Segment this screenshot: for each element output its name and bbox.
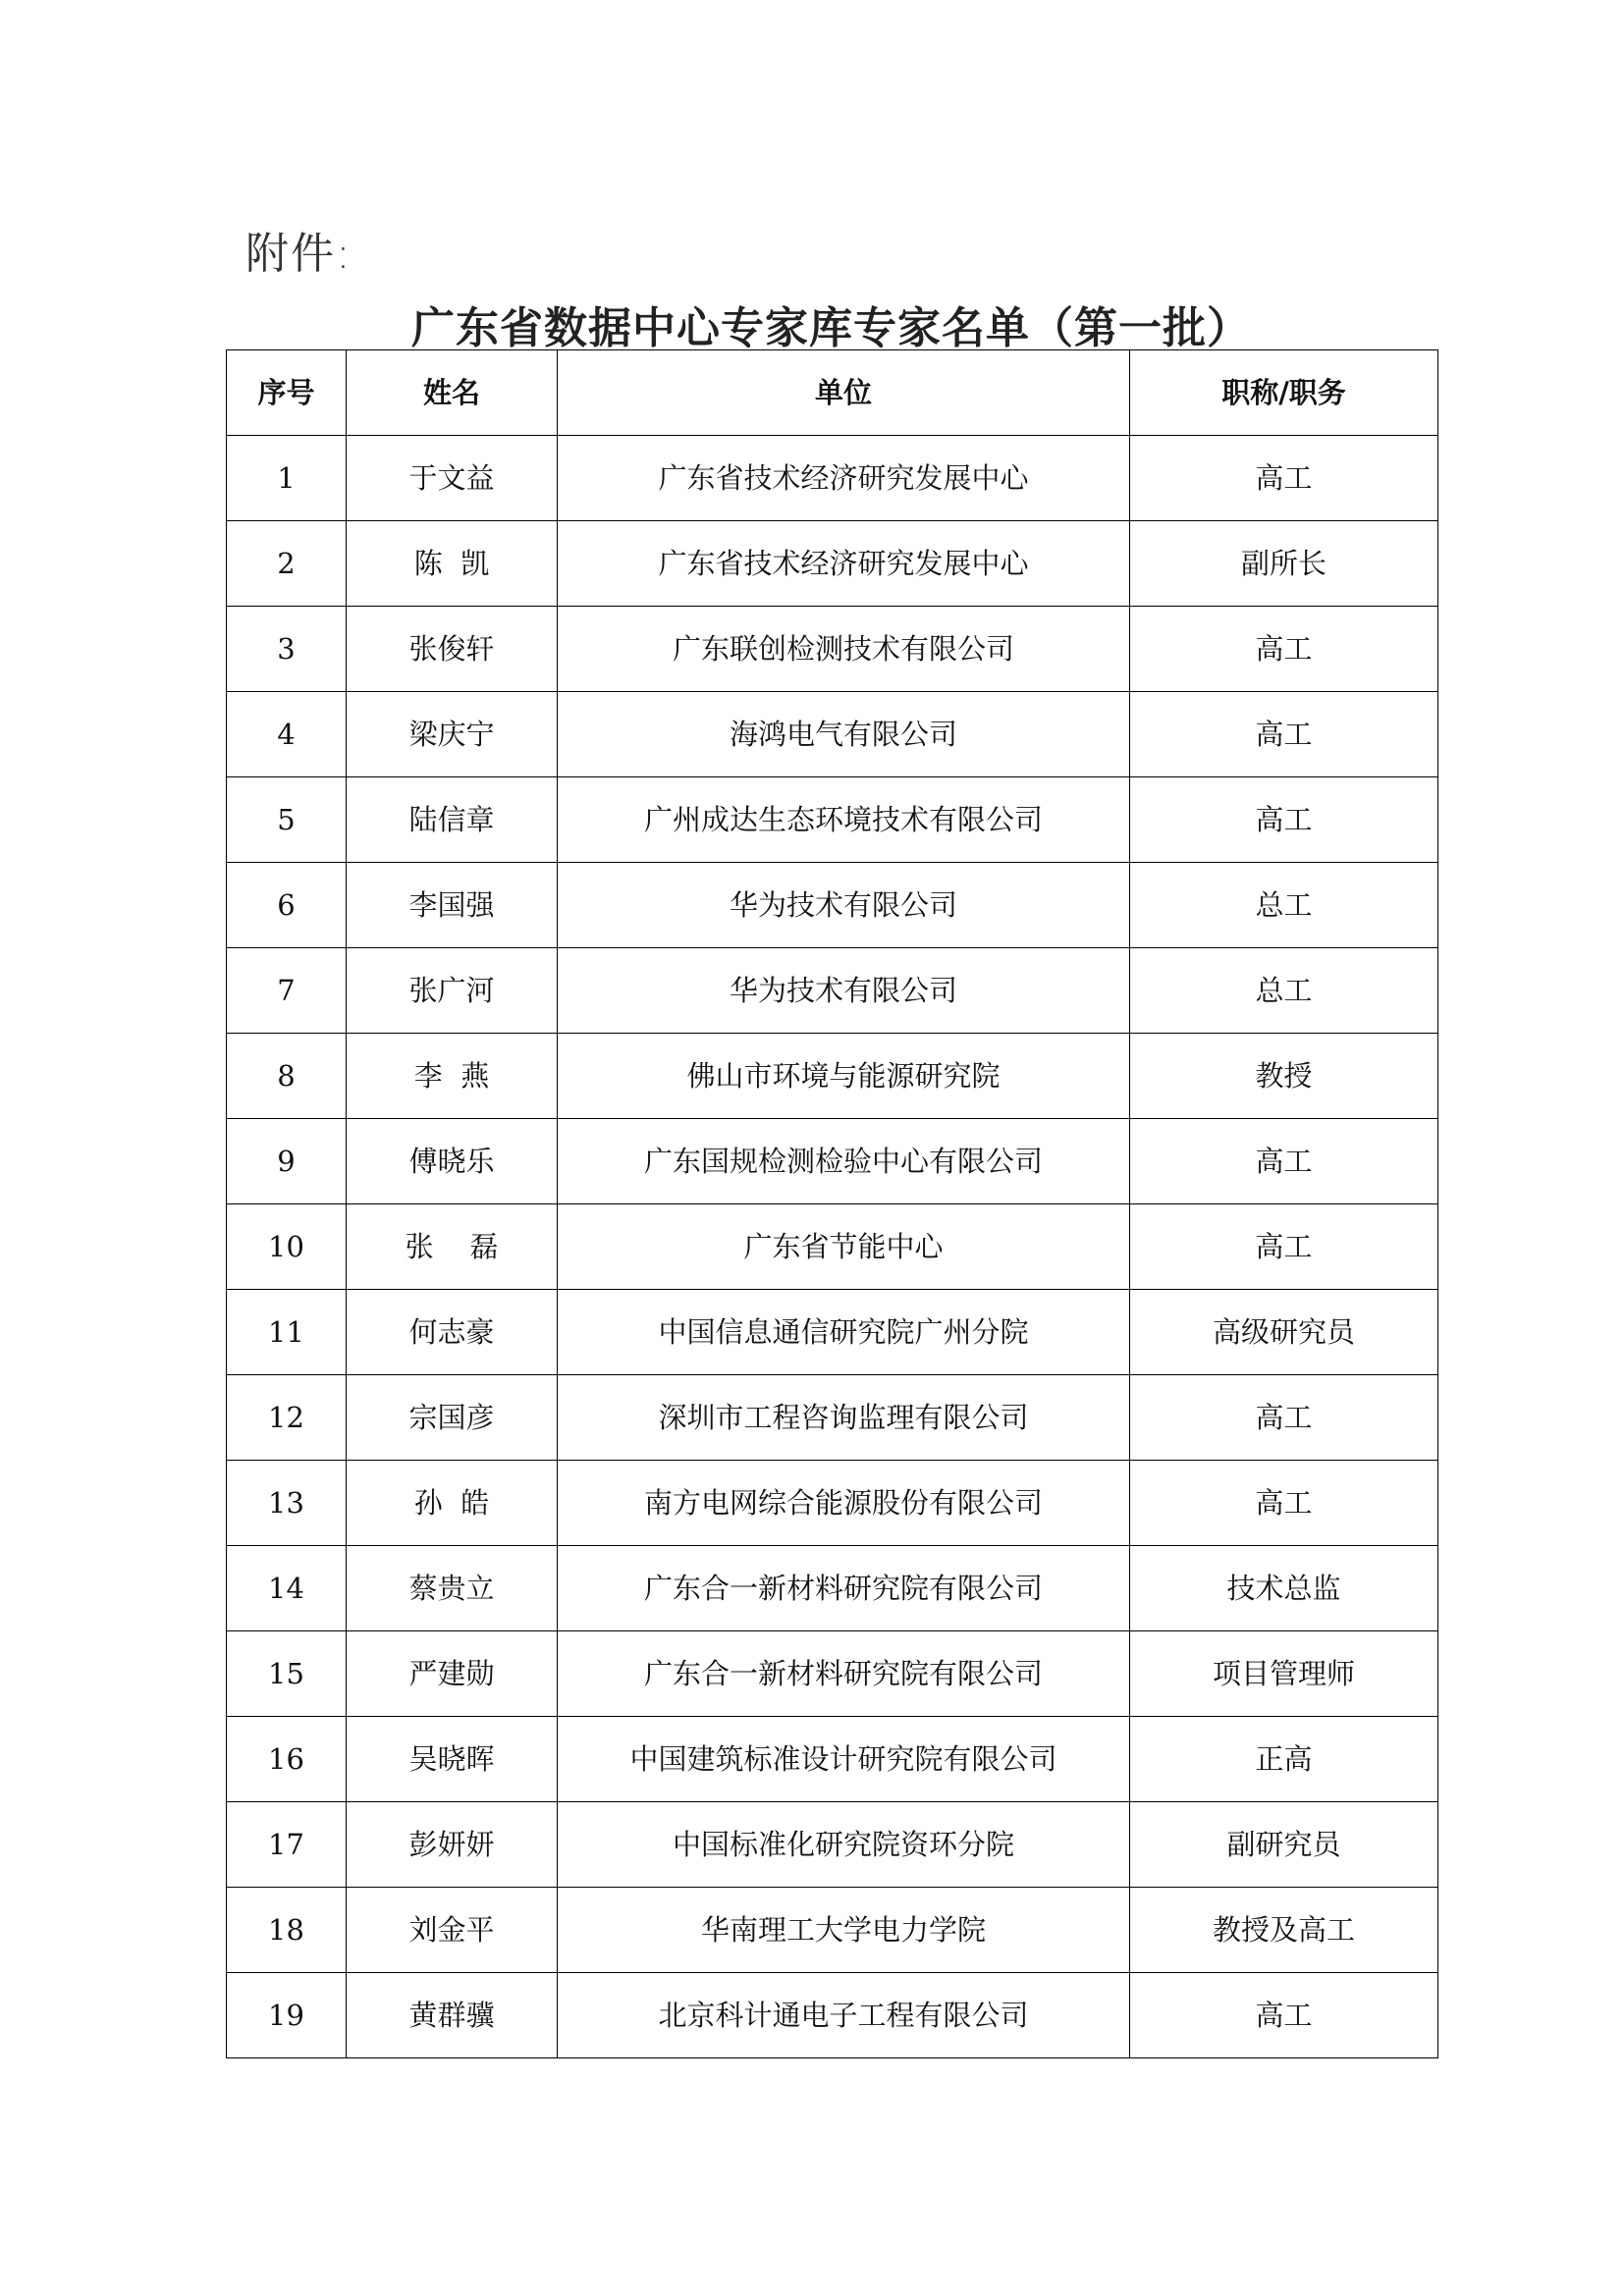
name-cell: 孙 皓 [347, 1461, 558, 1546]
name-cell: 严建勋 [347, 1631, 558, 1717]
title-position-cell: 高工 [1130, 1204, 1438, 1290]
name-cell: 黄群骥 [347, 1973, 558, 2058]
header-name: 姓名 [347, 350, 558, 436]
organization-cell: 南方电网综合能源股份有限公司 [558, 1461, 1130, 1546]
serial-number-cell: 2 [227, 521, 347, 607]
organization-cell: 海鸿电气有限公司 [558, 692, 1130, 777]
table-row [227, 1631, 1438, 1717]
organization-cell: 华为技术有限公司 [558, 948, 1130, 1034]
title-position-cell: 副所长 [1130, 521, 1438, 607]
title-position-cell: 高工 [1130, 607, 1438, 692]
title-position-cell: 教授 [1130, 1034, 1438, 1119]
name-cell: 张广河 [347, 948, 558, 1034]
serial-number-cell: 8 [227, 1034, 347, 1119]
name-cell: 宗国彦 [347, 1375, 558, 1461]
serial-number-cell: 19 [227, 1973, 347, 2058]
name-cell: 梁庆宁 [347, 692, 558, 777]
attachment-label: 附件: [245, 229, 352, 279]
serial-number-cell: 5 [227, 777, 347, 863]
table-row [227, 948, 1438, 1034]
header-serial-number: 序号 [227, 350, 347, 436]
table-row [227, 1546, 1438, 1631]
name-cell: 傅晓乐 [347, 1119, 558, 1204]
name-cell: 蔡贵立 [347, 1546, 558, 1631]
serial-number-cell: 11 [227, 1290, 347, 1375]
table-header-row [227, 350, 1438, 436]
name-cell: 刘金平 [347, 1888, 558, 1973]
name-cell: 何志豪 [347, 1290, 558, 1375]
organization-cell: 广东合一新材料研究院有限公司 [558, 1631, 1130, 1717]
serial-number-cell: 9 [227, 1119, 347, 1204]
name-cell: 陈 凯 [347, 521, 558, 607]
name-cell: 张 磊 [347, 1204, 558, 1290]
name-cell: 李国强 [347, 863, 558, 948]
serial-number-cell: 12 [227, 1375, 347, 1461]
serial-number-cell: 16 [227, 1717, 347, 1802]
table-row [227, 863, 1438, 948]
name-cell: 张俊轩 [347, 607, 558, 692]
table-row [227, 1034, 1438, 1119]
header-title-position: 职称/职务 [1130, 350, 1438, 436]
expert-list-table [226, 349, 1438, 2058]
title-position-cell: 总工 [1130, 948, 1438, 1034]
organization-cell: 广东省技术经济研究发展中心 [558, 521, 1130, 607]
title-position-cell: 副研究员 [1130, 1802, 1438, 1888]
organization-cell: 深圳市工程咨询监理有限公司 [558, 1375, 1130, 1461]
table-row [227, 607, 1438, 692]
table-row [227, 1119, 1438, 1204]
organization-cell: 广东国规检测检验中心有限公司 [558, 1119, 1130, 1204]
title-position-cell: 高工 [1130, 1973, 1438, 2058]
title-position-cell: 高级研究员 [1130, 1290, 1438, 1375]
serial-number-cell: 13 [227, 1461, 347, 1546]
serial-number-cell: 6 [227, 863, 347, 948]
table-row [227, 1802, 1438, 1888]
table-row [227, 1717, 1438, 1802]
name-cell: 彭妍妍 [347, 1802, 558, 1888]
title-position-cell: 高工 [1130, 436, 1438, 521]
title-position-cell: 总工 [1130, 863, 1438, 948]
table-row [227, 1290, 1438, 1375]
table-row [227, 692, 1438, 777]
table-row [227, 777, 1438, 863]
title-position-cell: 项目管理师 [1130, 1631, 1438, 1717]
table-row [227, 521, 1438, 607]
title-position-cell: 正高 [1130, 1717, 1438, 1802]
serial-number-cell: 3 [227, 607, 347, 692]
organization-cell: 广东联创检测技术有限公司 [558, 607, 1130, 692]
table-row [227, 436, 1438, 521]
title-position-cell: 技术总监 [1130, 1546, 1438, 1631]
serial-number-cell: 15 [227, 1631, 347, 1717]
organization-cell: 广东省节能中心 [558, 1204, 1130, 1290]
title-position-cell: 教授及高工 [1130, 1888, 1438, 1973]
table-row [227, 1204, 1438, 1290]
name-cell: 李 燕 [347, 1034, 558, 1119]
organization-cell: 广东省技术经济研究发展中心 [558, 436, 1130, 521]
name-cell: 陆信章 [347, 777, 558, 863]
name-cell: 吴晓晖 [347, 1717, 558, 1802]
title-position-cell: 高工 [1130, 1119, 1438, 1204]
serial-number-cell: 7 [227, 948, 347, 1034]
table-row [227, 1973, 1438, 2058]
organization-cell: 华为技术有限公司 [558, 863, 1130, 948]
title-position-cell: 高工 [1130, 1461, 1438, 1546]
organization-cell: 佛山市环境与能源研究院 [558, 1034, 1130, 1119]
organization-cell: 中国信息通信研究院广州分院 [558, 1290, 1130, 1375]
organization-cell: 广州成达生态环境技术有限公司 [558, 777, 1130, 863]
serial-number-cell: 4 [227, 692, 347, 777]
organization-cell: 广东合一新材料研究院有限公司 [558, 1546, 1130, 1631]
table-row [227, 1888, 1438, 1973]
serial-number-cell: 10 [227, 1204, 347, 1290]
serial-number-cell: 14 [227, 1546, 347, 1631]
organization-cell: 中国建筑标准设计研究院有限公司 [558, 1717, 1130, 1802]
title-position-cell: 高工 [1130, 692, 1438, 777]
table-row [227, 1461, 1438, 1546]
name-cell: 于文益 [347, 436, 558, 521]
serial-number-cell: 18 [227, 1888, 347, 1973]
table-row [227, 1375, 1438, 1461]
title-position-cell: 高工 [1130, 1375, 1438, 1461]
document-title: 广东省数据中心专家库专家名单（第一批） [411, 303, 1251, 353]
serial-number-cell: 1 [227, 436, 347, 521]
organization-cell: 北京科计通电子工程有限公司 [558, 1973, 1130, 2058]
organization-cell: 华南理工大学电力学院 [558, 1888, 1130, 1973]
serial-number-cell: 17 [227, 1802, 347, 1888]
organization-cell: 中国标准化研究院资环分院 [558, 1802, 1130, 1888]
title-position-cell: 高工 [1130, 777, 1438, 863]
header-organization: 单位 [558, 350, 1130, 436]
